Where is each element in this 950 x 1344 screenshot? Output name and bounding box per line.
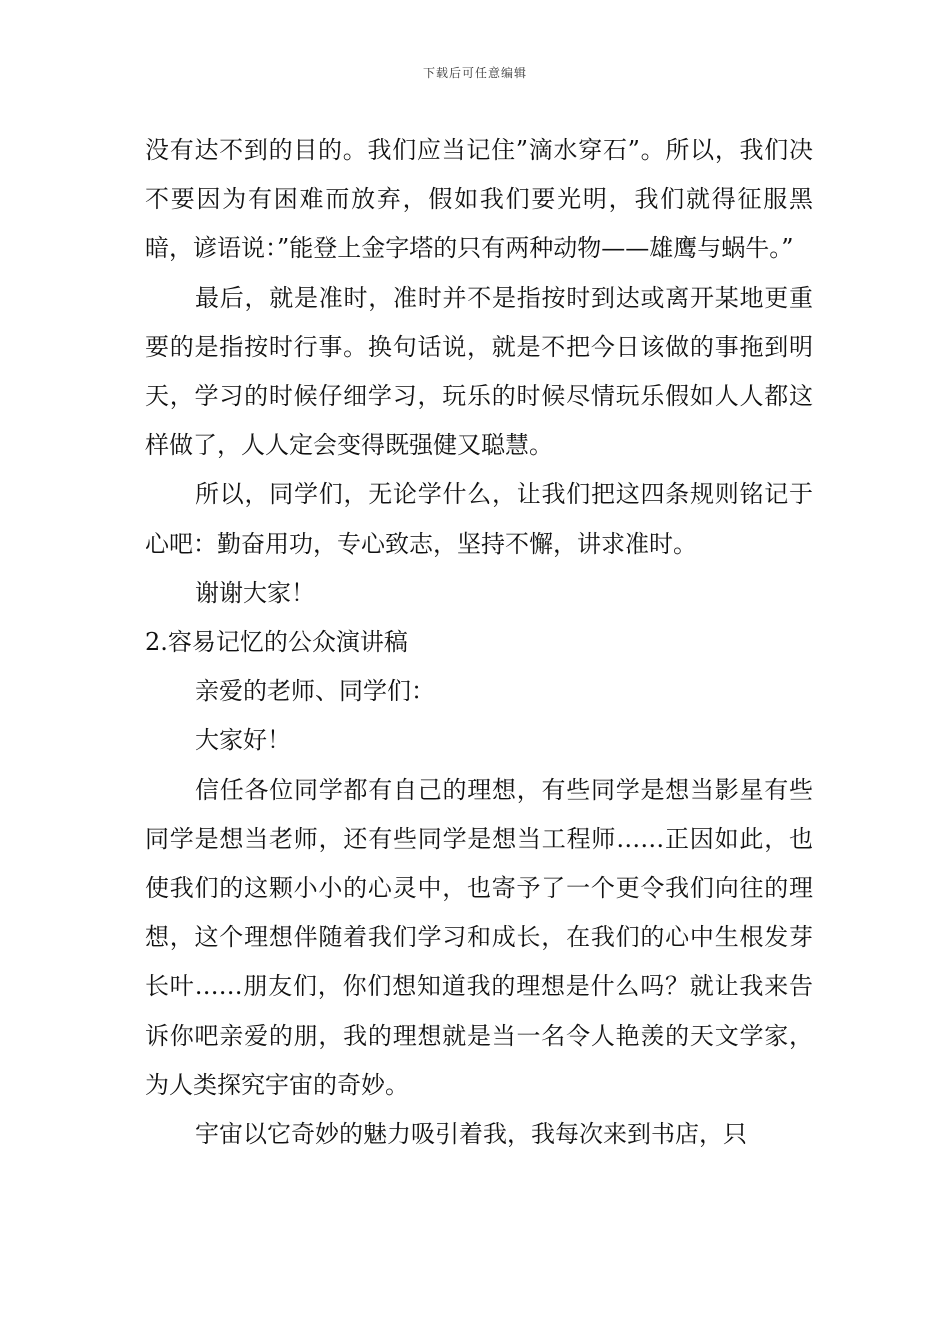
page-header: 下载后可任意编辑 [422,66,527,80]
paragraph: 所以，同学们，无论学什么，让我们把这四条规则铭记于心吧：勤奋用功，专心致志，坚持不懈，讲求准时。 [145,480,813,558]
paragraph: 信任各位同学都有自己的理想，有些同学是想当影星有些同学是想当老师，还有些同学是想当工程师……正因如此，也使我们的这颗小小的心灵中，也寄予了一个更令我们向往的理想，这个理想伴随着我们学习和成长，在我们的心中生根发芽长叶……朋友们，你们想知道我的理想是什么吗？就让我来告诉你吧亲爱的朋，我的理想就是当一名令人艳羡的天文学家，为人类探究宇宙的奇妙。 [145,775,813,1099]
salutation: 亲爱的老师、同学们： [195,677,435,706]
closing-line: 谢谢大家！ [195,578,315,607]
greeting: 大家好！ [195,726,291,755]
paragraph: 宇宙以它奇妙的魅力吸引着我，我每次来到书店，只 [195,1120,747,1149]
paragraph: 没有达不到的目的。我们应当记住”滴水穿石”。所以，我们决不要因为有困难而放弃，假如我们要光明，我们就得征服黑暗，谚语说：”能登上金字塔的只有两种动物——雄鹰与蜗牛。” [145,136,813,263]
section-heading: 2.容易记忆的公众演讲稿 [145,628,408,657]
paragraph: 最后，就是准时，准时并不是指按时到达或离开某地更重要的是指按时行事。换句话说，就是不把今日该做的事拖到明天，学习的时候仔细学习，玩乐的时候尽情玩乐假如人人都这样做了，人人定会变得既强健又聪慧。 [145,283,813,460]
document-body [145,126,813,1159]
